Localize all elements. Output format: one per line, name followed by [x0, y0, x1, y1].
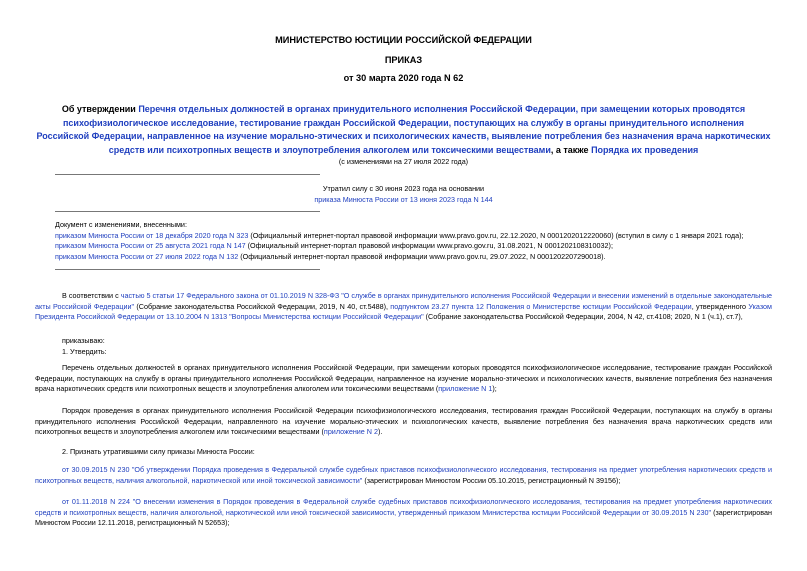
title-procedure-link[interactable]: Порядка их проведения — [591, 144, 699, 155]
change-order-link-3[interactable]: приказом Минюста России от 27 июля 2022 года N 132 — [55, 251, 239, 261]
doc-type-heading: ПРИКАЗ — [384, 55, 423, 65]
repeal-order-link[interactable]: приказа Минюста России от 13 июня 2023 года N 144 — [314, 195, 493, 204]
change-order-link-2[interactable]: приказом Минюста России от 25 августа 2021 года N 147 — [55, 241, 246, 250]
divider — [55, 269, 320, 270]
change-order-link-1[interactable]: приказом Минюста России от 18 декабря 2020 года N 323 — [55, 230, 249, 240]
approve-procedure-paragraph: Порядок проведения в органах принудительного исполнения Российской Федерации психофизиологического исследования, тестирования граждан Российской Федерации, поступающих на службу в органы принудительного исполнения Российской Федерации, направленного на изучение морально-этических и психологических качеств, выявление потребления без назначения врача наркотических средств или психотропных веществ и злоупотребления алкоголем или токсическими веществами (приложение N 2). — [35, 406, 772, 436]
changes-item-3: приказом Минюста России от 27 июля 2022 года N 132 (Официальный интернет-портал правовой информации www.pravo.gov.ru, 29.07.2022, N 0001202207290018). — [55, 251, 606, 261]
title-middle: , а также — [550, 144, 592, 155]
preamble-paragraph: В соответствии с частью 5 статьи 17 Федерального закона от 01.10.2019 N 328-ФЗ "О службе в органах принудительного исполнения Российской Федерации и внесении изменений в отдельные законодательные акты Российской Федерации" (Собрание законодательства Российской Федерации, 2019, N 40, ст.5488), подпунктом 23.27 пункта 12 Положения о Министерстве юстиции Российской Федерации, утвержденного Указом Президента Российской Федерации от 13.10.2004 N 1313 "Вопросы Министерства юстиции Российской Федерации" (Собрание законодательства Российской Федерации, 2004, N 42, ст.4108; 2020, N 1 (ч.1), ст.7), — [35, 291, 773, 321]
item-1: 1. Утвердить: — [62, 347, 107, 356]
appendix-2-link[interactable]: приложение N 2 — [323, 427, 378, 436]
title-list-link[interactable]: Перечня отдельных должностей в органах принудительного исполнения Российской Федерации, при замещении которых проводятся психофизиологическое исследование, тестирование граждан Российской Федерации, поступающих на службу в органы принудительного исполнения Российской Федерации, направленное на изучение морально-этических и психологических качеств, выявление потребления без назначения врача наркотических средств или психотропных веществ и злоупотребления алкоголем или токсическими веществами — [36, 104, 771, 155]
status-line: Утратил силу с 30 июня 2023 года на основании — [322, 184, 485, 193]
changes-section — [55, 220, 770, 262]
repealed-order-1-paragraph: от 30.09.2015 N 230 "Об утверждении Порядка проведения в Федеральной службе судебных приставов психофизиологического исследования, тестирования на предмет употребления наркотических средств и психотропных веществ, наличия алкогольной, наркотической или иной токсической зависимости" (зарегистрирован Минюстом России 05.10.2015, регистрационный N 39156); — [35, 465, 772, 485]
federal-law-link[interactable]: частью 5 статьи 17 Федерального закона от 01.10.2019 N 328-ФЗ "О службе в органах принудительного исполнения Российской Федерации и внесении изменений в отдельные законодательные акты Российской Федерации" — [35, 291, 773, 311]
title-prefix: Об утверждении — [61, 104, 139, 114]
changes-item-1: приказом Минюста России от 18 декабря 2020 года N 323 (Официальный интернет-портал правовой информации www.pravo.gov.ru, 22.12.2020, N 0001202012220060) (вступил в силу с 1 января 2021 года); — [55, 230, 744, 240]
repealed-order-2-link[interactable]: от 01.11.2018 N 224 "О внесении изменения в Порядок проведения в Федеральной службе судебных приставов психофизиологического исследования, тестирования на предмет употребления наркотических средств и психотропных веществ, наличия алкогольной, наркотической или иной токсической зависимости, утвержденный приказом Министерства юстиции Российской Федерации от 30.09.2015 N 230" — [35, 497, 772, 517]
repealed-order-2-paragraph: от 01.11.2018 N 224 "О внесении изменения в Порядок проведения в Федеральной службе судебных приставов психофизиологического исследования, тестирования на предмет употребления наркотических средств и психотропных веществ, наличия алкогольной, наркотической или иной токсической зависимости, утвержденный приказом Министерства юстиции Российской Федерации от 30.09.2015 N 230" (зарегистрирован Минюстом России 12.11.2018, регистрационный N 52653); — [35, 497, 772, 527]
order-word: приказываю: — [62, 336, 105, 345]
amendment-note: (с изменениями на 27 июля 2022 года) — [338, 157, 469, 166]
changes-heading: Документ с изменениями, внесенными: — [55, 220, 187, 229]
divider — [55, 174, 320, 175]
repealed-order-1-link[interactable]: от 30.09.2015 N 230 "Об утверждении Порядка проведения в Федеральной службе судебных приставов психофизиологического исследования, тестирования на предмет употребления наркотических средств и психотропных веществ, наличия алкогольной, наркотической или иной токсической зависимости" — [35, 465, 772, 485]
item-2: 2. Признать утратившими силу приказы Минюста России: — [62, 447, 255, 456]
approve-list-paragraph: Перечень отдельных должностей в органах принудительного исполнения Российской Федерации, при замещении которых проводятся психофизиологическое исследование, тестирование граждан Российской Федерации, поступающих на службу в органы принудительного исполнения Российской Федерации, направленное на изучение морально-этических и психологических качеств, выявление потребления без назначения врача наркотических средств или психотропных веществ и злоупотребления алкоголем или токсическими веществами (приложение N 1); — [35, 363, 772, 393]
date-number-heading: от 30 марта 2020 года N 62 — [343, 73, 464, 83]
regulation-link[interactable]: подпунктом 23.27 пункта 12 Положения о Министерстве юстиции Российской Федерации — [390, 301, 692, 311]
document-title — [36, 103, 771, 157]
changes-item-2: приказом Минюста России от 25 августа 2021 года N 147 (Официальный интернет-портал правовой информации www.pravo.gov.ru, 31.08.2021, N 0001202108310032); — [55, 241, 613, 250]
ministry-heading: МИНИСТЕРСТВО ЮСТИЦИИ РОССИЙСКОЙ ФЕДЕРАЦИИ — [275, 35, 532, 45]
divider — [55, 211, 320, 212]
presidential-decree-link[interactable]: Указом Президента Российской Федерации от 13.10.2004 N 1313 "Вопросы Министерства юстиции Российской Федерации" — [35, 301, 772, 321]
appendix-1-link[interactable]: приложение N 1 — [438, 384, 493, 393]
